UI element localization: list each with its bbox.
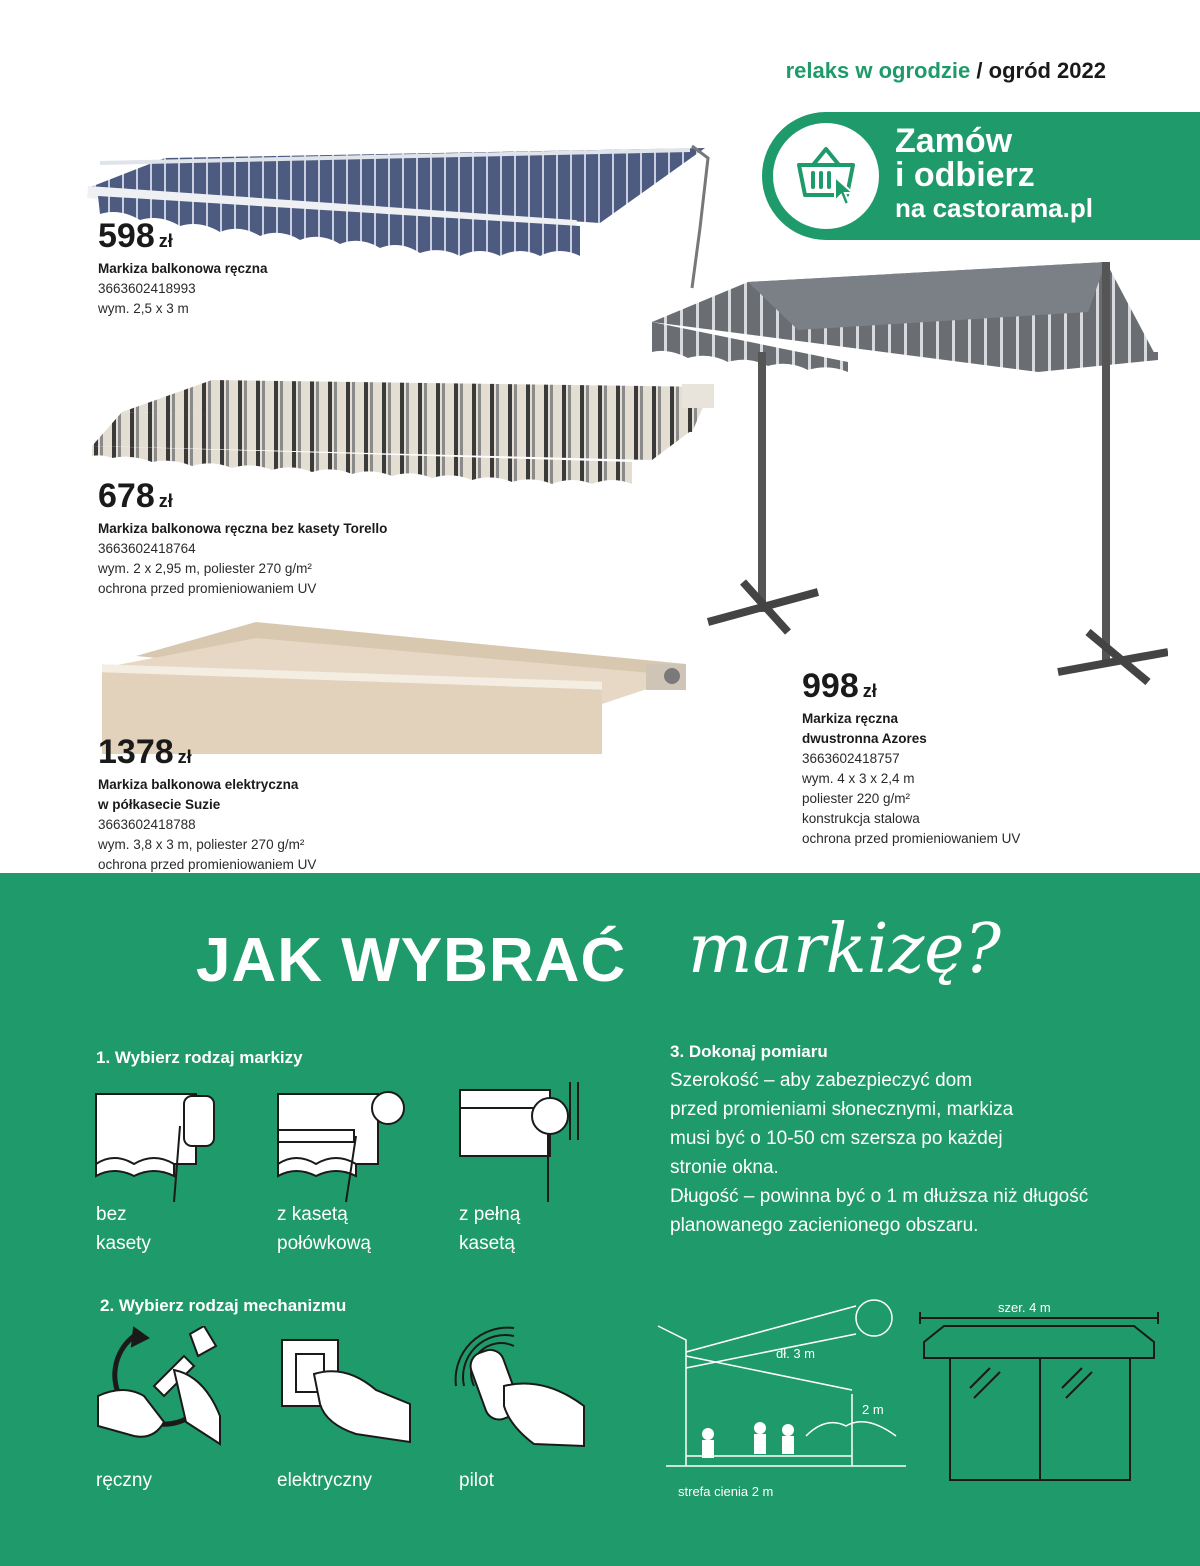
page-header xyxy=(0,58,1106,84)
diagram-height-label: 2 m xyxy=(862,1402,884,1417)
step3-line: Długość – powinna być o 1 m dłuższa niż długość xyxy=(670,1186,1089,1207)
product-feature: ochrona przed promieniowaniem UV xyxy=(802,831,1021,846)
option-label-line-2: kasety xyxy=(96,1233,151,1254)
product-feature: ochrona przed promieniowaniem UV xyxy=(98,581,317,596)
shopping-basket-click-icon xyxy=(773,123,879,229)
side-measurement-diagram xyxy=(656,1296,916,1506)
diagram-width-label: szer. 4 m xyxy=(998,1300,1051,1315)
mechanism-manual[interactable]: ręczny xyxy=(96,1470,152,1491)
product-code: 3663602418993 xyxy=(98,281,196,296)
product-name-line-1: Markiza ręczna xyxy=(802,711,899,726)
badge-icon-circle xyxy=(773,123,879,229)
product-name-line-2: dwustronna Azores xyxy=(802,731,927,746)
awning-image-torello xyxy=(92,372,722,492)
step3-line: musi być o 10-50 cm szersza po każdej xyxy=(670,1128,1003,1149)
mechanism-electric[interactable]: elektryczny xyxy=(277,1470,373,1491)
awning-image-azores xyxy=(648,252,1168,692)
step2-heading: 2. Wybierz rodzaj mechanizmu xyxy=(100,1296,347,1315)
product-dimensions: wym. 2 x 2,95 m, poliester 270 g/m² xyxy=(98,561,312,576)
product-998[interactable] xyxy=(802,668,1020,849)
diagram-shade-label: strefa cienia 2 m xyxy=(678,1484,774,1499)
badge-line-1: Zamów xyxy=(895,122,1013,160)
step3-text xyxy=(670,1066,1088,1240)
product-1378[interactable] xyxy=(98,734,316,875)
awning-no-cassette-illustration xyxy=(94,1086,222,1204)
guide-title: JAK WYBRAĆ xyxy=(196,926,627,995)
remote-control-icon xyxy=(454,1326,590,1450)
electric-switch-icon xyxy=(276,1334,412,1446)
badge-line-2: i odbierz xyxy=(895,156,1035,194)
option-no-cassette[interactable] xyxy=(96,1200,151,1258)
front-measurement-diagram xyxy=(914,1296,1164,1490)
product-construction: konstrukcja stalowa xyxy=(802,811,920,826)
product-currency: zł xyxy=(177,747,192,767)
product-name: Markiza balkonowa ręczna xyxy=(98,261,268,276)
option-label-line-1: bez xyxy=(96,1204,127,1225)
product-material: poliester 220 g/m² xyxy=(802,791,911,806)
product-598[interactable] xyxy=(98,218,268,319)
badge-text xyxy=(895,124,1093,224)
product-678[interactable] xyxy=(98,478,387,599)
product-name-line-2: w półkasecie Suzie xyxy=(98,797,221,812)
product-code: 3663602418757 xyxy=(802,751,900,766)
option-label-line-1: z kasetą xyxy=(277,1204,348,1225)
product-code: 3663602418788 xyxy=(98,817,196,832)
awning-half-cassette-illustration xyxy=(276,1086,408,1204)
hand-crank-icon xyxy=(94,1326,224,1448)
catalog-title: ogród 2022 xyxy=(988,58,1106,83)
step3-line: przed promieniami słonecznymi, markiza xyxy=(670,1099,1014,1120)
option-label-line-2: kasetą xyxy=(459,1233,515,1254)
awning-full-cassette-illustration xyxy=(458,1080,588,1204)
mechanism-remote[interactable]: pilot xyxy=(459,1470,494,1491)
product-dimensions: wym. 2,5 x 3 m xyxy=(98,301,189,316)
step3-heading: 3. Dokonaj pomiaru xyxy=(670,1042,828,1061)
product-price: 678 xyxy=(98,477,155,515)
product-code: 3663602418764 xyxy=(98,541,196,556)
product-currency: zł xyxy=(158,231,173,251)
guide-title-script: markizę? xyxy=(688,910,1002,989)
product-feature: ochrona przed promieniowaniem UV xyxy=(98,857,317,872)
step3-line: planowanego zacienionego obszaru. xyxy=(670,1215,979,1236)
product-currency: zł xyxy=(158,491,173,511)
product-price: 1378 xyxy=(98,733,174,771)
product-dimensions: wym. 3,8 x 3 m, poliester 270 g/m² xyxy=(98,837,305,852)
badge-line-3[interactable]: na castorama.pl xyxy=(895,193,1093,223)
header-separator: / xyxy=(976,58,983,83)
product-name: Markiza balkonowa ręczna bez kasety Torello xyxy=(98,521,388,536)
section-title: relaks w ogrodzie xyxy=(785,58,971,83)
product-price: 998 xyxy=(802,667,859,705)
product-name-line-1: Markiza balkonowa elektryczna xyxy=(98,777,299,792)
option-label-line-1: z pełną xyxy=(459,1204,521,1225)
step3-line: stronie okna. xyxy=(670,1157,779,1178)
step3-line: Szerokość – aby zabezpieczyć dom xyxy=(670,1070,973,1091)
product-price: 598 xyxy=(98,217,155,255)
option-full-cassette[interactable] xyxy=(459,1200,520,1258)
product-currency: zł xyxy=(862,681,877,701)
option-half-cassette[interactable] xyxy=(277,1200,371,1258)
option-label-line-2: połówkową xyxy=(277,1233,371,1254)
diagram-length-label: dł. 3 m xyxy=(776,1346,816,1361)
product-dimensions: wym. 4 x 3 x 2,4 m xyxy=(802,771,915,786)
step1-heading: 1. Wybierz rodzaj markizy xyxy=(96,1048,303,1067)
